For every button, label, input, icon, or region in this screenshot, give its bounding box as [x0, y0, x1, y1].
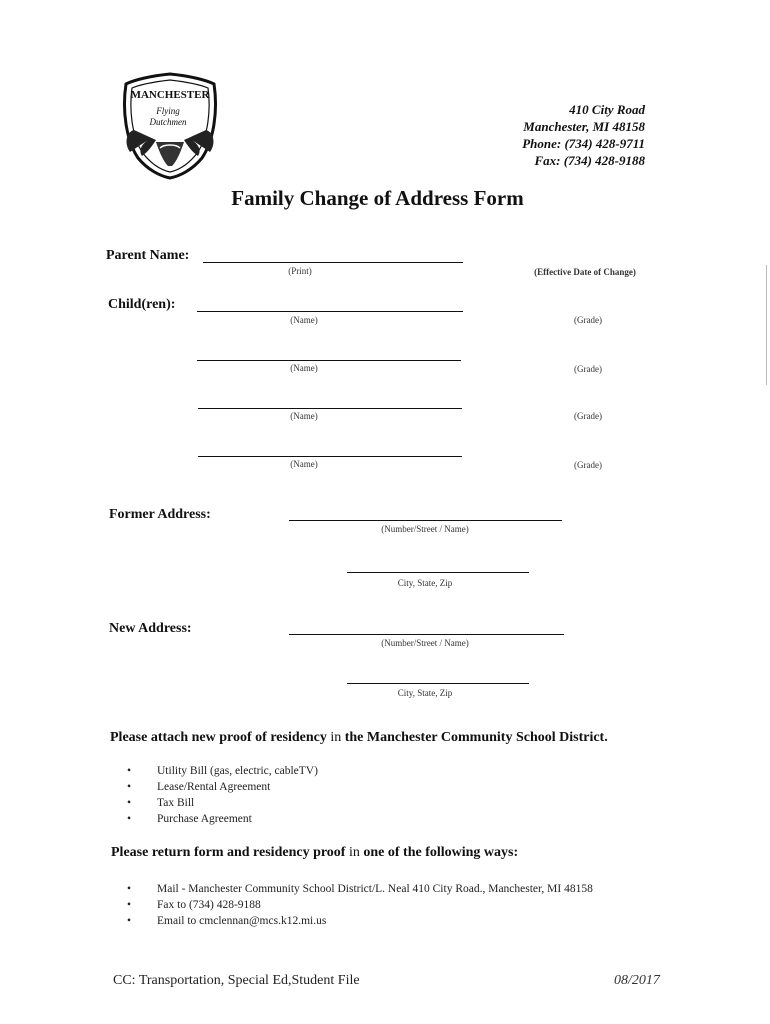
list-item: • Email to cmclennan@mcs.k12.mi.us — [127, 913, 593, 929]
proof-text-a: Please attach new proof of residency — [110, 730, 331, 745]
address-city: Manchester, MI 48158 — [523, 119, 645, 134]
child-name-caption-3: (Name) — [290, 411, 318, 421]
proof-text-c: the Manchester Community School District. — [341, 730, 608, 745]
child-name-caption-2: (Name) — [290, 363, 318, 373]
return-text-a: Please return form and residency proof — [111, 845, 349, 860]
former-address-label: Former Address: — [109, 507, 211, 522]
new-address-label: New Address: — [109, 621, 192, 636]
logo-text-school: MANCHESTER — [130, 89, 210, 101]
school-address-block — [522, 101, 645, 169]
former-street-field[interactable] — [289, 520, 562, 521]
return-instructions — [111, 845, 518, 861]
former-city-field[interactable] — [347, 572, 529, 573]
return-text-c: one of the following ways: — [359, 845, 519, 860]
form-title: Family Change of Address Form — [231, 186, 524, 210]
new-street-field[interactable] — [289, 634, 564, 635]
child-name-caption-1: (Name) — [290, 315, 318, 325]
proof-instructions — [110, 730, 608, 746]
new-city-caption: City, State, Zip — [397, 688, 453, 698]
new-street-caption: (Number/Street / Name) — [381, 638, 469, 648]
parent-print-caption: (Print) — [288, 266, 312, 276]
cc-line: CC: Transportation, Special Ed,Student File — [113, 973, 360, 988]
address-phone: Phone: (734) 428-9711 — [522, 136, 645, 151]
child-name-caption-4: (Name) — [290, 459, 318, 469]
return-list — [127, 881, 593, 929]
list-item: • Utility Bill (gas, electric, cableTV) — [127, 763, 318, 779]
former-street-caption: (Number/Street / Name) — [381, 524, 469, 534]
effective-date-caption: (Effective Date of Change) — [534, 267, 636, 277]
school-logo — [120, 70, 220, 180]
child-name-field-4[interactable] — [198, 456, 462, 457]
child-name-field-1[interactable] — [197, 311, 463, 312]
parent-name-label: Parent Name: — [106, 248, 190, 263]
address-fax: Fax: (734) 428-9188 — [534, 153, 645, 168]
child-name-field-2[interactable] — [197, 360, 461, 361]
parent-name-field[interactable] — [203, 262, 463, 263]
address-street: 410 City Road — [569, 102, 645, 117]
child-grade-caption-2: (Grade) — [574, 364, 602, 374]
new-city-field[interactable] — [347, 683, 529, 684]
page-edge-divider — [766, 265, 767, 385]
proof-list — [127, 763, 318, 827]
proof-text-b: in — [330, 730, 342, 745]
child-grade-caption-4: (Grade) — [574, 460, 602, 470]
list-item: • Fax to (734) 428-9188 — [127, 897, 593, 913]
list-item: • Mail - Manchester Community School District/L. Neal 410 City Road., Manchester, MI 48158 — [127, 881, 593, 897]
child-name-field-3[interactable] — [198, 408, 462, 409]
child-grade-caption-3: (Grade) — [574, 411, 602, 421]
return-text-b: in — [348, 845, 360, 860]
former-city-caption: City, State, Zip — [397, 578, 453, 588]
logo-text-flying: Flying — [156, 106, 180, 116]
list-item: • Tax Bill — [127, 795, 318, 811]
list-item: • Lease/Rental Agreement — [127, 779, 318, 795]
children-label: Child(ren): — [108, 297, 176, 312]
form-date: 08/2017 — [614, 973, 660, 988]
list-item: • Purchase Agreement — [127, 811, 318, 827]
child-grade-caption-1: (Grade) — [574, 315, 602, 325]
logo-text-dutchmen: Dutchmen — [149, 117, 187, 127]
